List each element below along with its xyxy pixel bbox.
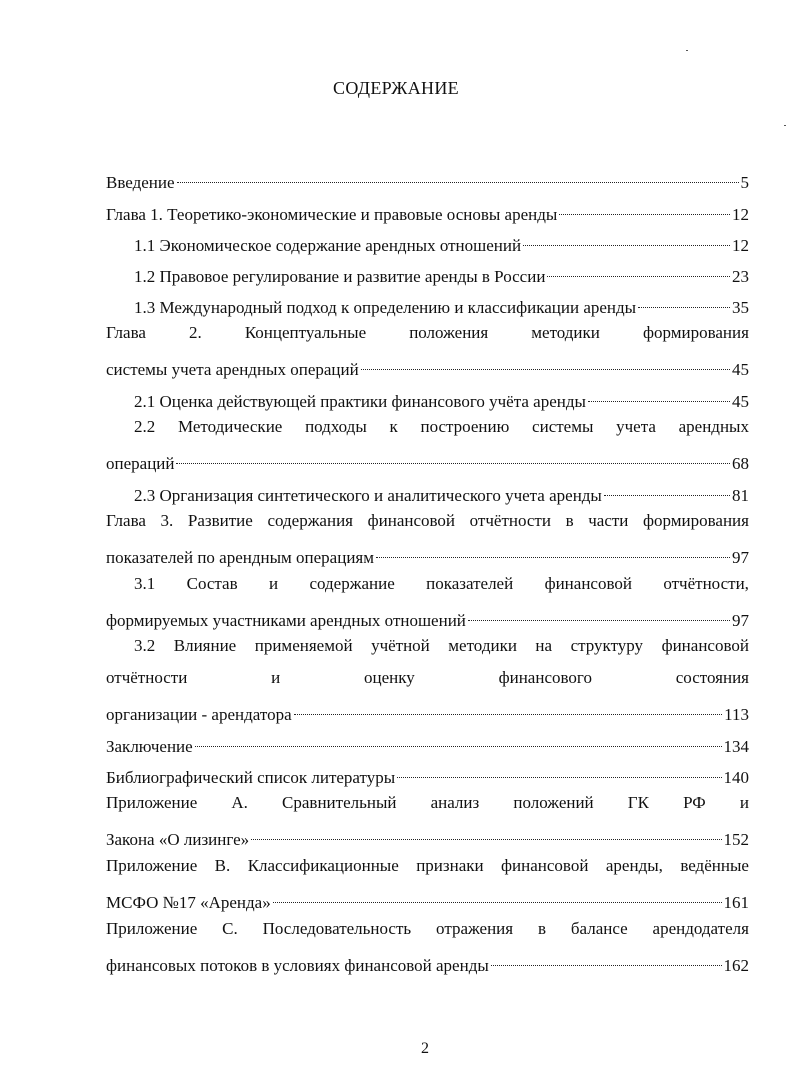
toc-entry-text: 1.3 Международный подход к определению и классификации аренды <box>134 298 637 317</box>
toc-entry-section-3-1-line-1[interactable] <box>134 573 749 595</box>
toc-word: подходы <box>305 417 367 436</box>
toc-entry-text: организации - арендатора <box>106 705 292 724</box>
toc-word: оценку <box>364 668 415 687</box>
toc-word: части <box>588 511 629 530</box>
toc-entry-section-2-3[interactable] <box>134 479 749 505</box>
toc-entry-section-3-1-line-2[interactable] <box>106 604 749 630</box>
toc-word: отчётности <box>106 668 188 687</box>
toc-entry-text: Заключение <box>106 737 193 756</box>
toc-word: В. <box>214 856 231 875</box>
toc-word: 3.1 <box>134 574 156 593</box>
toc-word: арендодателя <box>652 919 749 938</box>
toc-entry-page: 23 <box>732 267 749 286</box>
toc-entry-section-2-2-line-2[interactable] <box>106 447 749 473</box>
toc-entry-section-2-2-line-1[interactable] <box>134 416 749 438</box>
toc-word: признаки <box>416 856 484 875</box>
toc-word: отчётности, <box>663 574 749 593</box>
dot-leader <box>523 229 730 251</box>
toc-word: анализ <box>430 793 480 812</box>
dot-leader <box>468 604 730 626</box>
toc-entry-text: 1.2 Правовое регулирование и развитие аренды в России <box>134 267 546 286</box>
toc-word: Влияние <box>173 636 237 655</box>
toc-entry-page: 97 <box>732 611 749 630</box>
toc-entry-page: 35 <box>732 298 749 317</box>
toc-word: и <box>269 574 279 593</box>
toc-word: финансового <box>498 668 592 687</box>
toc-word: финансовой <box>544 574 632 593</box>
toc-word: и <box>739 793 749 812</box>
toc-entry-text: показателей по арендным операциям <box>106 548 374 567</box>
toc-word: 3.2 <box>134 636 156 655</box>
toc-word: структуру <box>570 636 644 655</box>
page-number: 2 <box>421 1040 429 1057</box>
scan-speck <box>686 50 688 51</box>
toc-entry-section-3-2-line-1[interactable] <box>134 635 749 657</box>
toc-entry-text: системы учета арендных операций <box>106 360 359 379</box>
toc-word: содержания <box>267 511 353 530</box>
dot-leader <box>273 886 722 908</box>
toc-entry-section-1-1[interactable] <box>134 229 749 255</box>
toc-entry-page: 12 <box>732 205 749 224</box>
toc-word: 2. <box>189 323 202 342</box>
dot-leader <box>294 698 723 720</box>
toc-word: Приложение <box>106 856 198 875</box>
toc-entry-page: 162 <box>723 956 749 975</box>
toc-word: системы <box>532 417 594 436</box>
toc-word: применяемой <box>254 636 353 655</box>
toc-word: Приложение <box>106 793 198 812</box>
toc-entry-intro[interactable] <box>106 166 749 192</box>
toc-word: Классификационные <box>247 856 399 875</box>
toc-word: учётной <box>371 636 430 655</box>
toc-entry-chapter-3-line-1[interactable] <box>106 510 749 532</box>
toc-entry-appendix-a-line-1[interactable] <box>106 792 749 814</box>
toc-word: показателей <box>426 574 514 593</box>
toc-entry-page: 68 <box>732 454 749 473</box>
toc-word: 2.2 <box>134 417 156 436</box>
toc-entry-text: МСФО №17 «Аренда» <box>106 893 271 912</box>
toc-word: Глава <box>106 511 146 530</box>
toc-word: балансе <box>570 919 628 938</box>
toc-entry-text: Глава 1. Теоретико-экономические и правовые основы аренды <box>106 205 558 224</box>
toc-word: формирования <box>643 511 749 530</box>
toc-word: Развитие <box>187 511 253 530</box>
toc-word: к <box>389 417 398 436</box>
toc-entry-page: 161 <box>723 893 749 912</box>
toc-entry-chapter-2-line-2[interactable] <box>106 353 749 379</box>
dot-leader <box>397 761 721 783</box>
toc-entry-page: 134 <box>723 737 749 756</box>
dot-leader <box>376 541 730 563</box>
toc-entry-page: 81 <box>732 486 749 505</box>
toc-entry-chapter-2-line-1[interactable] <box>106 322 749 344</box>
dot-leader <box>361 353 730 375</box>
toc-entry-section-3-2-line-3[interactable] <box>106 698 749 724</box>
toc-word: ведённые <box>680 856 749 875</box>
toc-entry-page: 45 <box>732 360 749 379</box>
toc-entry-appendix-a-line-2[interactable] <box>106 823 749 849</box>
toc-entry-page: 152 <box>723 830 749 849</box>
toc-entry-page: 12 <box>732 236 749 255</box>
toc-entry-text: 2.1 Оценка действующей практики финансового учёта аренды <box>134 392 586 411</box>
toc-word: финансовой <box>367 511 456 530</box>
toc-entry-appendix-b-line-1[interactable] <box>106 855 749 877</box>
toc-entry-text: 2.3 Организация синтетического и аналитического учета аренды <box>134 486 602 505</box>
toc-word: учета <box>616 417 656 436</box>
toc-entry-chapter-1[interactable] <box>106 198 749 224</box>
toc-word: положения <box>409 323 489 342</box>
toc-word: ГК <box>627 793 649 812</box>
toc-word: на <box>535 636 553 655</box>
dot-leader <box>604 479 730 501</box>
toc-word: финансовой <box>501 856 589 875</box>
dot-leader <box>638 291 730 313</box>
scan-speck <box>784 125 786 126</box>
toc-entry-section-3-2-line-2[interactable] <box>106 667 749 689</box>
dot-leader <box>547 260 730 282</box>
toc-word: методики <box>448 636 517 655</box>
dot-leader <box>588 385 730 407</box>
toc-entry-text: операций <box>106 454 175 473</box>
dot-leader <box>195 730 722 752</box>
toc-word: в <box>537 919 546 938</box>
toc-word: РФ <box>683 793 706 812</box>
toc-word: финансовой <box>661 636 749 655</box>
toc-entry-chapter-3-line-2[interactable] <box>106 541 749 567</box>
toc-entry-text: 1.1 Экономическое содержание арендных отношений <box>134 236 522 255</box>
toc-entry-text: Введение <box>106 173 175 192</box>
page-title: СОДЕРЖАНИЕ <box>333 78 459 98</box>
toc-word: А. <box>231 793 248 812</box>
toc-word: Последовательность <box>262 919 412 938</box>
toc-word: Глава <box>106 323 146 342</box>
toc-word: содержание <box>309 574 395 593</box>
toc-word: Приложение <box>106 919 198 938</box>
toc-entry-text: Библиографический список литературы <box>106 768 396 787</box>
toc-word: построению <box>420 417 510 436</box>
toc-word: С. <box>222 919 238 938</box>
toc-word: арендных <box>678 417 749 436</box>
toc-entry-page: 5 <box>740 173 749 192</box>
toc-word: отчётности <box>469 511 551 530</box>
toc-word: положений <box>513 793 594 812</box>
toc-word: в <box>565 511 574 530</box>
dot-leader <box>559 198 730 220</box>
toc-word: Концептуальные <box>244 323 367 342</box>
dot-leader <box>177 166 739 188</box>
toc-entry-text: формируемых участниками арендных отношений <box>106 611 466 630</box>
dot-leader <box>251 823 721 845</box>
toc-entry-section-1-3[interactable] <box>134 291 749 317</box>
toc-entry-conclusion[interactable] <box>106 730 749 756</box>
toc-entry-appendix-c-line-2[interactable] <box>106 949 749 975</box>
dot-leader <box>176 447 730 469</box>
toc-entry-section-1-2[interactable] <box>134 260 749 286</box>
toc-word: Методические <box>177 417 283 436</box>
dot-leader <box>491 949 722 971</box>
toc-entry-page: 140 <box>723 768 749 787</box>
toc-entry-text: финансовых потоков в условиях финансовой аренды <box>106 956 489 975</box>
toc-entry-page: 97 <box>732 548 749 567</box>
toc-entry-text: Закона «О лизинге» <box>106 830 250 849</box>
toc-word: методики <box>531 323 600 342</box>
toc-entry-appendix-b-line-2[interactable] <box>106 886 749 912</box>
toc-word: и <box>271 668 281 687</box>
toc-word: Сравнительный <box>282 793 397 812</box>
toc-entry-page: 45 <box>732 392 749 411</box>
toc-word: отражения <box>436 919 514 938</box>
toc-word: аренды, <box>605 856 663 875</box>
toc-word: 3. <box>160 511 174 530</box>
toc-word: формирования <box>642 323 749 342</box>
toc-word: состояния <box>675 668 749 687</box>
toc-entry-section-2-1[interactable] <box>134 385 749 411</box>
toc-entry-bibliography[interactable] <box>106 761 749 787</box>
toc-word: Состав <box>186 574 238 593</box>
toc-entry-page: 113 <box>724 705 749 724</box>
toc-entry-appendix-c-line-1[interactable] <box>106 918 749 940</box>
